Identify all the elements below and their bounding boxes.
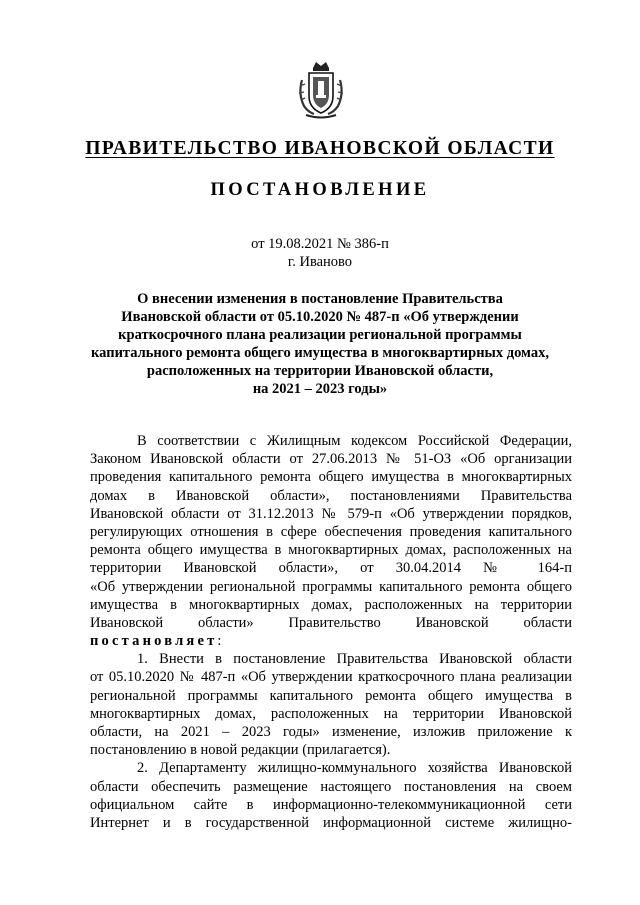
body-line: Ивановской области» Правительство Ивановской области: [90, 614, 572, 631]
document-type: ПОСТАНОВЛЕНИЕ: [210, 180, 430, 200]
coat-of-arms-icon: [296, 60, 346, 120]
item-2-line: официальном сайте в информационно-телекоммуникационной сети: [90, 796, 572, 813]
body-line: ремонта общего имущества в многоквартирных домах, расположенных на: [90, 542, 572, 559]
item-2-line: области обеспечить размещение настоящего постановления на своем: [90, 778, 572, 795]
subject-line: О внесении изменения в постановление Правительства: [137, 291, 503, 307]
resolves-colon: :: [217, 633, 222, 650]
item-2-line: Интернет и в государственной информационной системе жилищно-: [90, 814, 572, 831]
body-line: территории Ивановской области», от 30.04.2014 № 164-п: [90, 560, 572, 577]
document-subject: [90, 290, 550, 398]
item-1-line: от 05.10.2020 № 487-п «Об утверждении краткосрочного плана реализации: [90, 669, 572, 686]
item-1-line: региональной программы капитального ремонта общего имущества в: [90, 687, 572, 704]
body-line: имущества в многоквартирных домах, расположенных на территории: [90, 596, 572, 613]
subject-line: расположенных на территории Ивановской области,: [146, 363, 494, 379]
subject-line: Ивановской области от 05.10.2020 № 487-п «Об утверждении: [121, 309, 519, 325]
government-title: ПРАВИТЕЛЬСТВО ИВАНОВСКОЙ ОБЛАСТИ: [85, 138, 555, 159]
body-line: Ивановской области от 31.12.2013 № 579-п «Об утверждении порядков,: [90, 505, 572, 522]
item-2-line: 2. Департаменту жилищно-коммунального хозяйства Ивановской: [137, 760, 572, 777]
body-line: «Об утверждении региональной программы капитального ремонта общего: [90, 578, 572, 595]
subject-line: краткосрочного плана реализации региональной программы: [118, 327, 522, 343]
subject-line: на 2021 – 2023 годы»: [252, 381, 388, 397]
item-1-line: постановлению в новой редакции (прилагается).: [90, 742, 391, 759]
body-line: В соответствии с Жилищным кодексом Российской Федерации,: [137, 433, 572, 449]
body-line: проведения капитального ремонта общего имущества в многоквартирных: [90, 469, 572, 486]
item-1-line: 1. Внести в постановление Правительства Ивановской области: [137, 651, 572, 668]
body-line: домах в Ивановской области», постановлениями Правительства: [90, 487, 572, 504]
resolves-line: [90, 632, 572, 650]
document-date-number: от 19.08.2021 № 386-п: [251, 236, 389, 252]
item-1-line: области, на 2021 – 2023 годы» изменение, изложив приложение к: [90, 724, 572, 740]
document-city: г. Иваново: [287, 254, 353, 270]
body-line: регулирующих отношения в сфере обеспечения проведения капитального: [90, 523, 572, 540]
body-line: Законом Ивановской области от 27.06.2013 № 51-ОЗ «Об организации: [90, 451, 572, 468]
item-1-line: многоквартирных домах, расположенных на территории Ивановской: [90, 705, 572, 722]
resolves-word: постановляет: [90, 633, 218, 650]
subject-line: капитального ремонта общего имущества в многоквартирных домах,: [91, 345, 549, 361]
document-body: [90, 432, 572, 832]
